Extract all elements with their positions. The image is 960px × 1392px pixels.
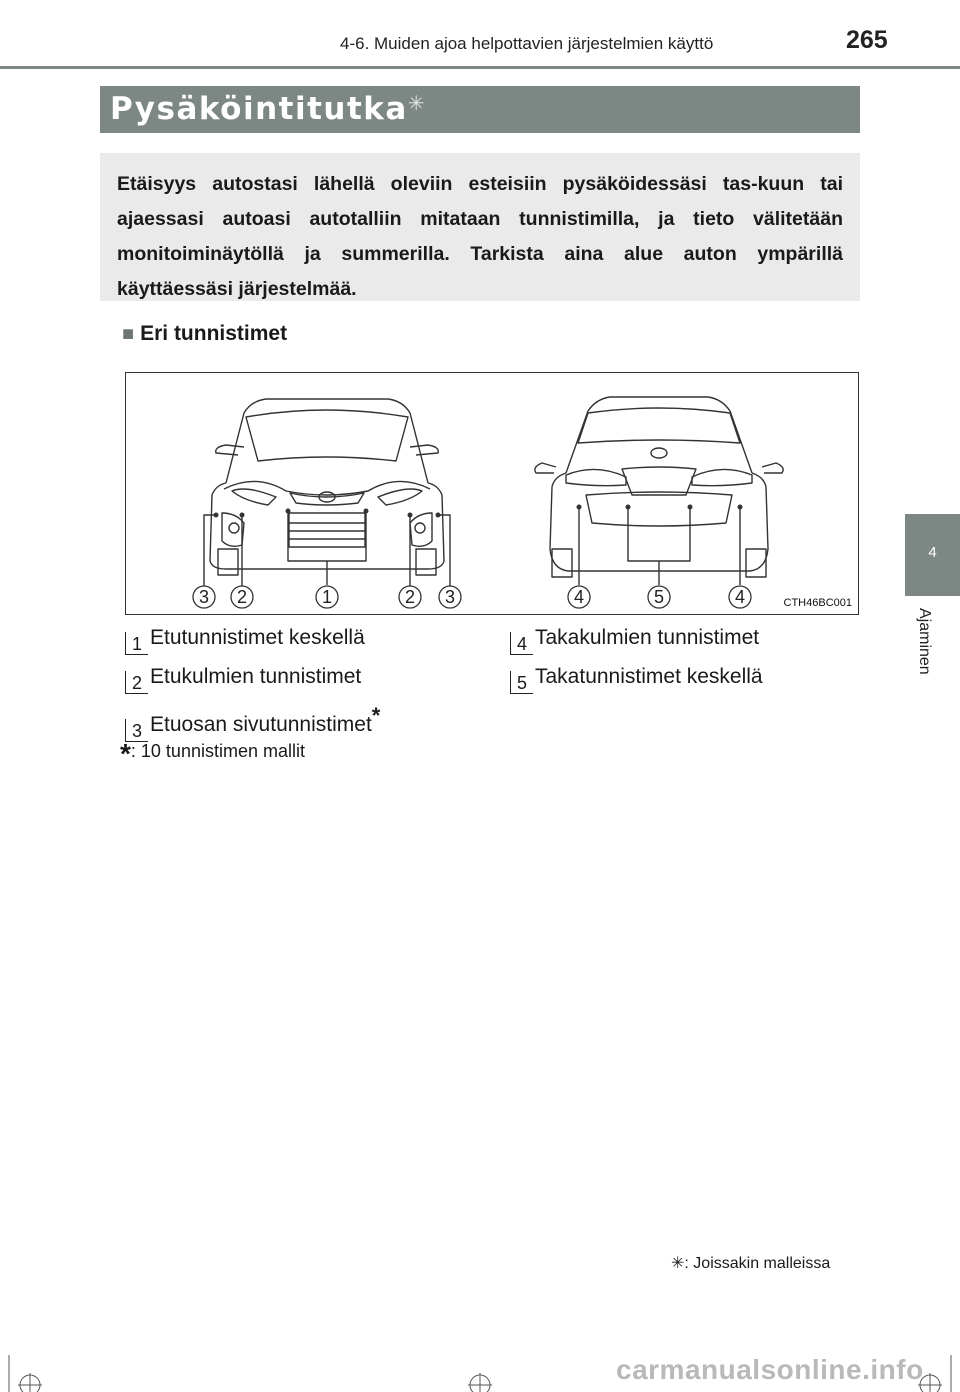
legend-text: Takakulmien tunnistimet [535, 626, 760, 649]
car-sensor-illustration [126, 373, 858, 614]
intro-box [100, 153, 860, 301]
figure-code: CTH46BC001 [783, 597, 852, 609]
footnote-ten-sensors [120, 738, 305, 770]
legend-number: 2 [125, 671, 148, 694]
front-callout-label-0: 3 [198, 587, 210, 607]
sensor-dots [214, 505, 743, 518]
legend-item-1 [125, 626, 365, 655]
legend-item-3 [125, 703, 380, 742]
section-title-text: Pysäköintitutka [110, 91, 408, 127]
legend-text: Etutunnistimet keskellä [150, 626, 365, 649]
footnote-text: : 10 tunnistimen mallit [130, 741, 305, 761]
legend-text: Etukulmien tunnistimet [150, 665, 362, 688]
asterisk-icon: ✳ [407, 91, 427, 115]
front-callout-label-2: 1 [321, 587, 333, 607]
footnote-text: : Joissakin malleissa [684, 1255, 831, 1272]
chapter-number: 4 [928, 544, 937, 561]
front-callout-label-1: 2 [236, 587, 248, 607]
section-title [100, 86, 860, 133]
subheading [122, 322, 287, 346]
rear-callout-lines [579, 509, 740, 585]
legend-superscript: * [371, 703, 381, 728]
chapter-name: Ajaminen [916, 608, 933, 675]
footnote-some-models [671, 1253, 830, 1273]
subheading-text: Eri tunnistimet [140, 322, 288, 345]
rear-car-icon [535, 397, 783, 577]
legend-item-4 [510, 626, 759, 655]
chapter-tab [905, 514, 960, 596]
front-callout-lines [204, 513, 450, 593]
legend-number: 1 [125, 632, 148, 655]
front-callout-label-3: 2 [404, 587, 416, 607]
rear-callout-label-0: 4 [573, 587, 585, 607]
header-section-path: 4-6. Muiden ajoa helpottavien järjestelmien käyttö [340, 34, 714, 53]
intro-text: Etäisyys autostasi lähellä oleviin esteisiin pysäköidessäsi tas-kuun tai ajaessasi autoasi autotalliin mitataan tunnistimilla, ja tieto välitetään monitoiminäytöllä ja summerilla. Tarkista aina alue auton ympärillä käyttäessäsi järjestelmää. [117, 173, 843, 300]
rear-callout-label-2: 4 [734, 587, 746, 607]
front-car-icon [210, 399, 444, 575]
watermark: carmanualsonline.info [616, 1354, 924, 1385]
asterisk-icon: * [120, 738, 131, 769]
legend-text: Takatunnistimet keskellä [535, 665, 763, 688]
page-number: 265 [846, 26, 888, 54]
front-callout-label-4: 3 [444, 587, 456, 607]
legend-item-5 [510, 665, 763, 694]
legend-number: 3 [125, 719, 148, 742]
sensor-figure [125, 372, 859, 615]
rear-callout-label-1: 5 [653, 587, 665, 607]
legend-number: 4 [510, 632, 533, 655]
header-divider [0, 66, 960, 69]
square-bullet-icon: ■ [122, 323, 135, 345]
legend-text: Etuosan sivutunnistimet [150, 713, 372, 736]
asterisk-icon: ✳ [671, 1255, 685, 1272]
legend-item-2 [125, 665, 361, 694]
legend-number: 5 [510, 671, 533, 694]
